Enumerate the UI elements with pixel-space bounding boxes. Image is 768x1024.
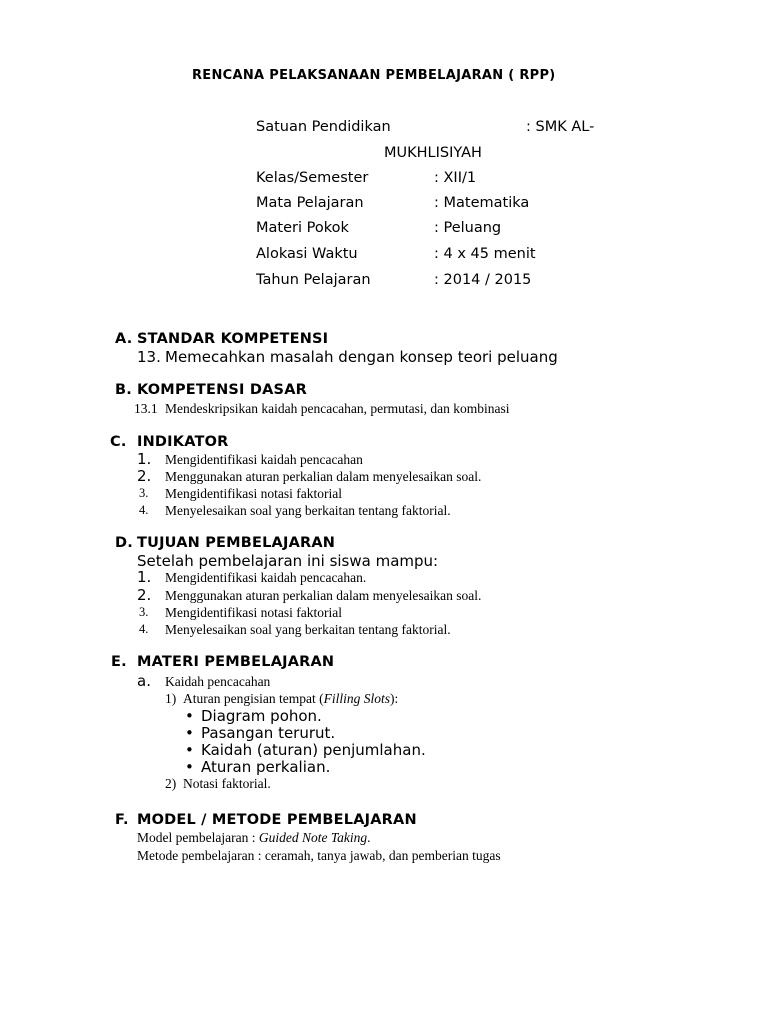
identity-label-satuan: Satuan Pendidikan bbox=[256, 119, 391, 135]
identity-value-kelas: : XII/1 bbox=[434, 170, 477, 186]
list-item-number: 1. bbox=[137, 450, 152, 468]
list-item-number: 4. bbox=[139, 622, 149, 636]
list-item-text: Menggunakan aturan perkalian dalam menyelesaikan soal. bbox=[165, 588, 482, 603]
list-item-text: Mengidentifikasi kaidah pencacahan. bbox=[165, 570, 367, 585]
list-item-number: 13.1 bbox=[134, 401, 158, 416]
bullet-icon: • bbox=[185, 758, 194, 776]
section-letter: C. bbox=[110, 434, 127, 450]
identity-value-mapel: : Matematika bbox=[434, 195, 530, 211]
sub-item-letter: a. bbox=[137, 672, 151, 690]
bullet-icon: • bbox=[185, 741, 194, 759]
bullet-icon: • bbox=[185, 724, 194, 742]
section-letter: F. bbox=[115, 812, 129, 828]
section-intro: Setelah pembelajaran ini siswa mampu: bbox=[137, 552, 439, 570]
list-item-number: 3. bbox=[139, 486, 149, 500]
list-item-text: Memecahkan masalah dengan konsep teori peluang bbox=[165, 348, 558, 366]
bullet-item: Aturan perkalian. bbox=[201, 758, 331, 776]
list-item-number: 2. bbox=[137, 586, 152, 604]
bullet-item: Diagram pohon. bbox=[201, 707, 322, 725]
list-item-number: 4. bbox=[139, 503, 149, 517]
identity-value-alokasi: : 4 x 45 menit bbox=[434, 246, 536, 262]
identity-label-kelas: Kelas/Semester bbox=[256, 170, 369, 186]
section-heading: KOMPETENSI DASAR bbox=[137, 382, 307, 398]
point-text: Notasi faktorial. bbox=[183, 776, 271, 791]
method-line: Metode pembelajaran : ceramah, tanya jawab, dan pemberian tugas bbox=[137, 848, 501, 863]
list-item-text: Mengidentifikasi notasi faktorial bbox=[165, 605, 342, 620]
identity-label-mapel: Mata Pelajaran bbox=[256, 195, 364, 211]
section-heading: MODEL / METODE PEMBELAJARAN bbox=[137, 812, 417, 828]
section-letter: B. bbox=[115, 382, 132, 398]
list-item-number: 2. bbox=[137, 467, 152, 485]
identity-value-satuan-cont: MUKHLISIYAH bbox=[384, 145, 482, 161]
point-text: Aturan pengisian tempat (Filling Slots): bbox=[183, 691, 399, 706]
list-item-number: 3. bbox=[139, 605, 149, 619]
list-item-text: Menyelesaikan soal yang berkaitan tentang faktorial. bbox=[165, 503, 451, 518]
identity-value-tahun: : 2014 / 2015 bbox=[434, 272, 532, 288]
list-item-number: 1. bbox=[137, 568, 152, 586]
point-number: 2) bbox=[165, 776, 177, 791]
document-title: RENCANA PELAKSANAAN PEMBELAJARAN ( RPP) bbox=[192, 68, 556, 83]
list-item-text: Menyelesaikan soal yang berkaitan tentang faktorial. bbox=[165, 622, 451, 637]
sub-item-text: Kaidah pencacahan bbox=[165, 674, 271, 689]
section-letter: A. bbox=[115, 331, 133, 347]
identity-label-tahun: Tahun Pelajaran bbox=[256, 272, 371, 288]
section-heading: STANDAR KOMPETENSI bbox=[137, 331, 329, 347]
bullet-icon: • bbox=[185, 707, 194, 725]
identity-value-materi: : Peluang bbox=[434, 220, 502, 236]
point-number: 1) bbox=[165, 691, 177, 706]
section-letter: D. bbox=[115, 535, 133, 551]
section-heading: MATERI PEMBELAJARAN bbox=[137, 654, 335, 670]
identity-value-satuan: : SMK AL- bbox=[526, 119, 595, 135]
section-heading: INDIKATOR bbox=[137, 434, 229, 450]
list-item-text: Mengidentifikasi kaidah pencacahan bbox=[165, 452, 363, 467]
list-item-text: Mengidentifikasi notasi faktorial bbox=[165, 486, 342, 501]
model-line: Model pembelajaran : Guided Note Taking. bbox=[137, 830, 371, 845]
section-letter: E. bbox=[111, 654, 127, 670]
list-item-number: 13. bbox=[137, 348, 161, 366]
list-item-text: Menggunakan aturan perkalian dalam menyelesaikan soal. bbox=[165, 469, 482, 484]
point-text-italic: Filling Slots bbox=[323, 691, 390, 706]
model-name-italic: Guided Note Taking bbox=[258, 830, 368, 845]
list-item-text: Mendeskripsikan kaidah pencacahan, permutasi, dan kombinasi bbox=[165, 401, 510, 416]
bullet-item: Kaidah (aturan) penjumlahan. bbox=[201, 741, 426, 759]
bullet-item: Pasangan terurut. bbox=[201, 724, 336, 742]
identity-label-materi: Materi Pokok bbox=[256, 220, 349, 236]
section-heading: TUJUAN PEMBELAJARAN bbox=[137, 535, 336, 551]
identity-label-alokasi: Alokasi Waktu bbox=[256, 246, 358, 262]
